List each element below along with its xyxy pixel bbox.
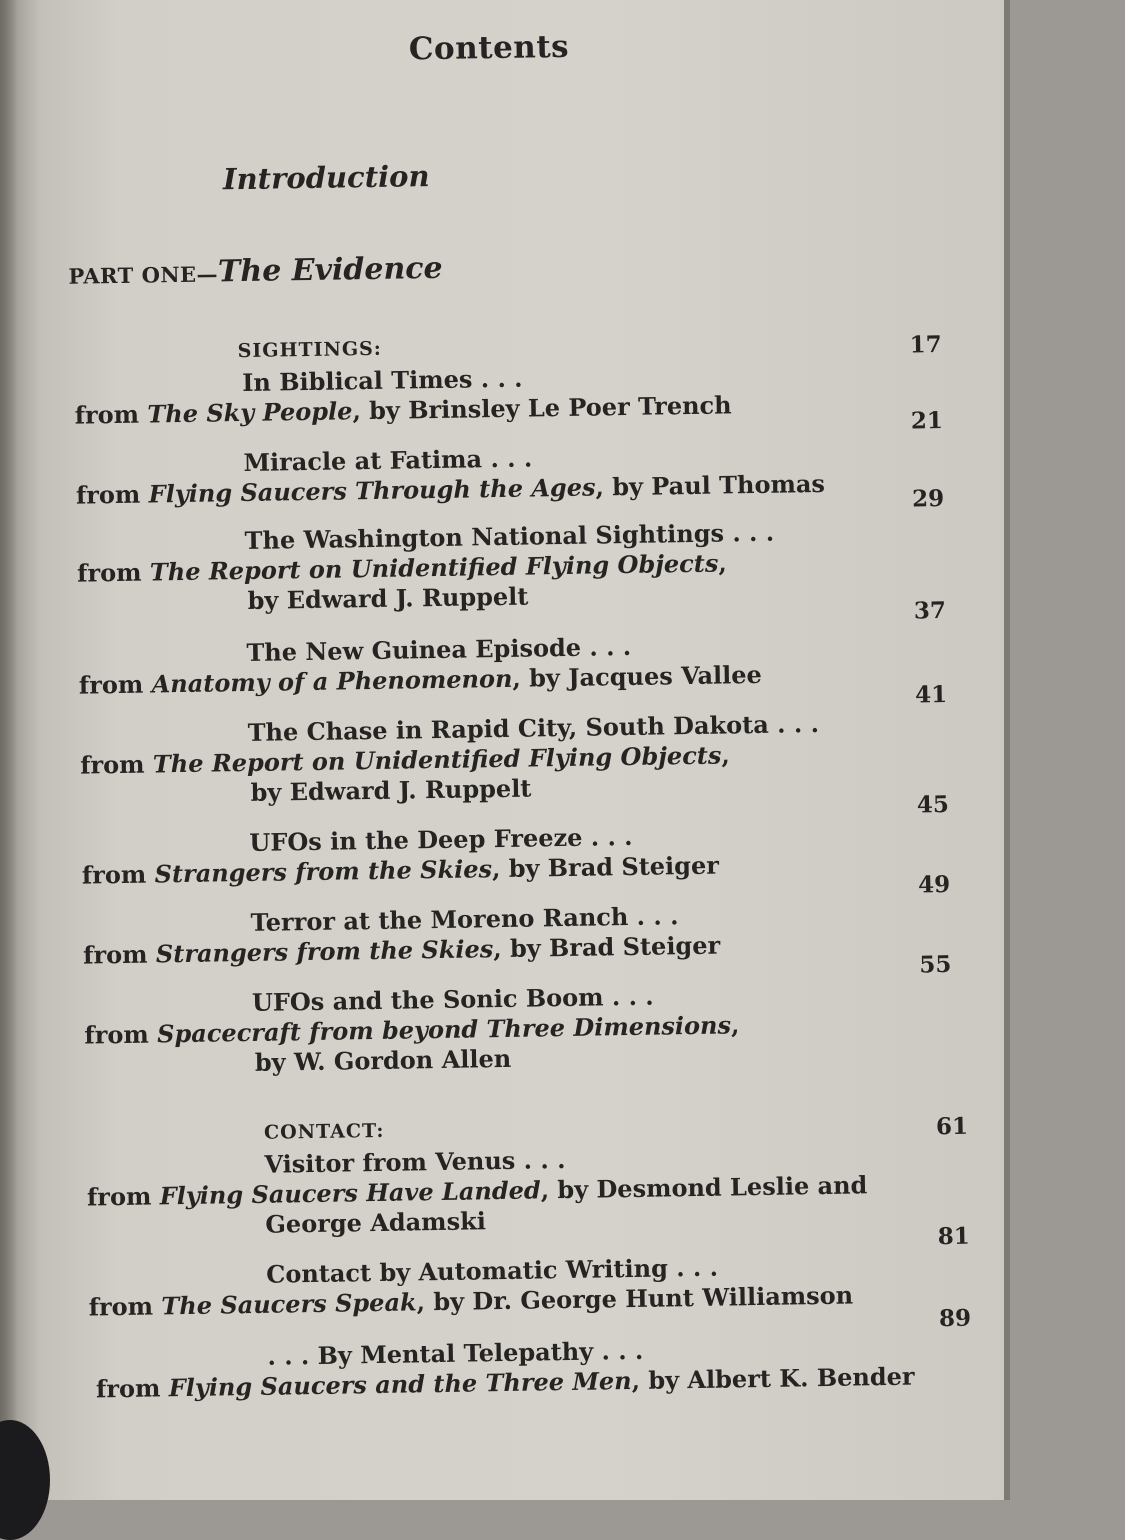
page-number: 55: [919, 950, 952, 979]
book-title: The Report on Unidentified Flying Objects: [149, 548, 719, 587]
book-title: Strangers from the Skies: [155, 934, 494, 969]
entry-author: by W. Gordon Allen: [254, 1043, 512, 1077]
entry-source: from The Report on Unidentified Flying Objects,: [79, 740, 730, 780]
entry-source: from Strangers from the Skies, by Brad Steiger: [81, 850, 720, 890]
entry-title: Visitor from Venus . . .: [264, 1145, 566, 1179]
entry-source: from Flying Saucers Have Landed, by Desmond Leslie and: [86, 1170, 868, 1212]
book-title: Strangers from the Skies: [154, 854, 493, 889]
entry-title: The New Guinea Episode . . .: [246, 631, 632, 667]
page-number: 61: [935, 1112, 969, 1141]
page-number: 17: [909, 331, 942, 359]
entry-source: from Strangers from the Skies, by Brad Steiger: [82, 930, 721, 970]
book-title: The Saucers Speak: [161, 1287, 417, 1321]
part-heading: [68, 251, 443, 292]
page-number: 41: [914, 680, 948, 709]
book-title: Spacecraft from beyond Three Dimensions: [156, 1010, 732, 1049]
book-title: The Report on Unidentified Flying Objects: [152, 740, 722, 779]
entry-title: UFOs in the Deep Freeze . . .: [249, 821, 633, 857]
page-title: Contents: [408, 28, 570, 68]
entry-source: from Flying Saucers and the Three Men, by Albert K. Bender: [95, 1361, 915, 1404]
contact-heading: CONTACT:: [263, 1119, 385, 1144]
entry-title: The Chase in Rapid City, South Dakota . . .: [247, 708, 820, 747]
entry-author: by Edward J. Ruppelt: [247, 581, 529, 615]
book-title: Flying Saucers Through the Ages: [148, 472, 596, 509]
entry-author: George Adamski: [265, 1206, 487, 1239]
sightings-heading: SIGHTINGS:: [237, 337, 383, 363]
entry-source: from Anatomy of a Phenomenon, by Jacques Vallee: [78, 659, 763, 700]
entry-source: from Spacecraft from beyond Three Dimensions,: [84, 1010, 740, 1050]
introduction-heading: Introduction: [222, 159, 430, 197]
entry-title: Terror at the Moreno Ranch . . .: [250, 901, 679, 937]
entry-title: In Biblical Times . . .: [241, 363, 523, 398]
part-title: The Evidence: [217, 250, 443, 290]
page-number: 89: [938, 1304, 972, 1333]
entry-title: Miracle at Fatima . . .: [243, 443, 533, 477]
page-number: 21: [910, 407, 944, 435]
entry-author: by Edward J. Ruppelt: [250, 773, 532, 807]
entry-source: from The Sky People, by Brinsley Le Poer Trench: [74, 390, 732, 430]
page-number: 29: [911, 484, 945, 513]
entry-title: The Washington National Sightings . . .: [244, 517, 775, 555]
entry-title: . . . By Mental Telepathy . . .: [267, 1335, 644, 1371]
page-number: 81: [937, 1222, 970, 1251]
page-number: 49: [917, 870, 951, 899]
book-title: Anatomy of a Phenomenon: [151, 663, 513, 699]
book-title: Flying Saucers and the Three Men: [168, 1366, 632, 1403]
part-label: PART ONE—: [68, 261, 219, 289]
entry-source: from Flying Saucers Through the Ages, by Paul Thomas: [75, 468, 826, 510]
page-number: 37: [913, 596, 947, 625]
entry-title: Contact by Automatic Writing . . .: [265, 1252, 719, 1289]
entry-title: UFOs and the Sonic Boom . . .: [251, 981, 654, 1017]
page-number: 45: [916, 790, 950, 819]
book-title: The Sky People: [147, 396, 353, 429]
book-title: Flying Saucers Have Landed: [159, 1175, 541, 1211]
entry-source: from The Report on Unidentified Flying Objects,: [76, 548, 727, 588]
entry-source: from The Saucers Speak, by Dr. George Hunt Williamson: [88, 1280, 854, 1322]
